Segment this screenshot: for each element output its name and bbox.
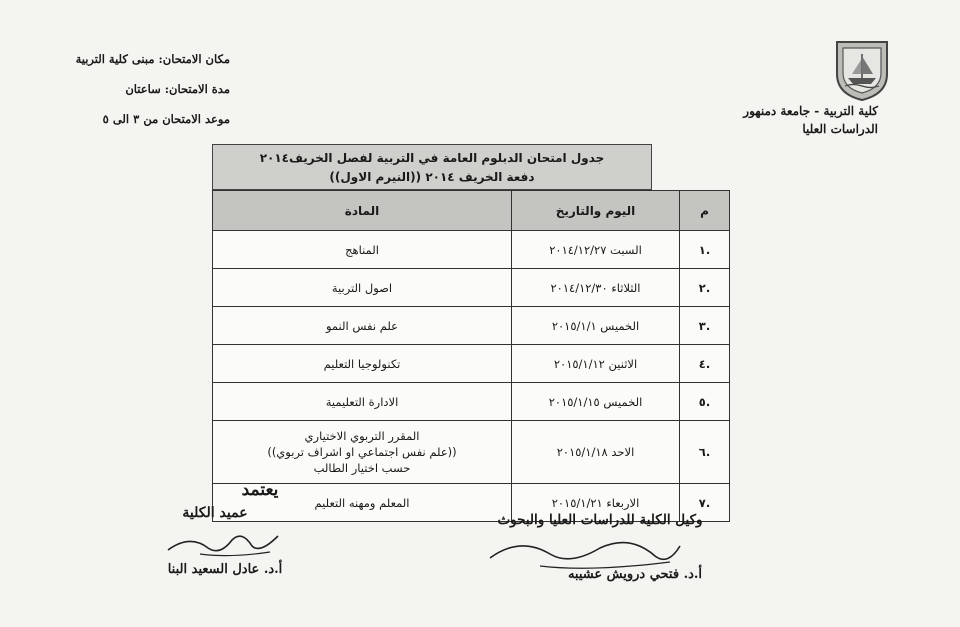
row-number: .٥ — [680, 383, 730, 421]
exam-place: مكان الامتحان: مبنى كلية التربية — [75, 52, 230, 66]
institution-name: كلية التربية - جامعة دمنهور — [743, 104, 878, 118]
dean-signature-icon — [160, 522, 290, 562]
row-number: .٧ — [680, 484, 730, 522]
row-date: الثلاثاء ٢٠١٤/١٢/٣٠ — [512, 269, 680, 307]
university-logo-icon — [833, 38, 891, 102]
vice-dean-name: أ.د. فتحي درويش عشيبه — [567, 567, 703, 582]
table-row — [213, 307, 730, 345]
table-row — [213, 231, 730, 269]
row-date: الخميس ٢٠١٥/١/١٥ — [512, 383, 680, 421]
row-date: الاربعاء ٢٠١٥/١/٢١ — [512, 484, 680, 522]
dean-name: أ.د. عادل السعيد البنا — [167, 562, 283, 577]
table-row — [213, 421, 730, 484]
row-subject: اصول التربية — [213, 269, 512, 307]
subject-line-1: المقرر التربوي الاختياري — [304, 429, 420, 443]
header-number: م — [680, 191, 730, 231]
table-row — [213, 383, 730, 421]
title-line-2: دفعة الخريف ٢٠١٤ ((النيرم الاول)) — [329, 170, 535, 184]
row-number: .٢ — [680, 269, 730, 307]
institution-block — [718, 102, 878, 138]
row-subject: الادارة التعليمية — [213, 383, 512, 421]
row-date: السبت ٢٠١٤/١٢/٢٧ — [512, 231, 680, 269]
vice-dean-title: وكيل الكلية للدراسات العليا والبحوث — [497, 512, 703, 528]
row-subject: علم نفس النمو — [213, 307, 512, 345]
row-subject: المناهج — [213, 231, 512, 269]
row-date: الاحد ٢٠١٥/١/١٨ — [512, 421, 680, 484]
row-date: الخميس ٢٠١٥/١/١ — [512, 307, 680, 345]
row-number: .١ — [680, 231, 730, 269]
subject-line-3: حسب اختيار الطالب — [313, 461, 411, 475]
table-header-row — [213, 191, 730, 231]
schedule-title — [212, 144, 652, 190]
header-subject: المادة — [213, 191, 512, 231]
dean-title: عميد الكلية — [182, 505, 248, 521]
table-row — [213, 345, 730, 383]
title-line-1: جدول امتحان الدبلوم العامة في التربية لفصل الخريف٢٠١٤ — [259, 151, 605, 165]
row-subject — [213, 421, 512, 484]
exam-schedule-table — [212, 190, 730, 522]
row-number: .٣ — [680, 307, 730, 345]
row-subject: المعلم ومهنه التعليم — [213, 484, 512, 522]
approval-label: يعتمد — [241, 480, 279, 500]
header-date: اليوم والتاريخ — [512, 191, 680, 231]
table-row — [213, 269, 730, 307]
subject-line-2: ((علم نفس اجتماعي او اشراف تربوي)) — [267, 445, 457, 459]
row-number: .٤ — [680, 345, 730, 383]
row-date: الاثنين ٢٠١٥/١/١٢ — [512, 345, 680, 383]
row-number: .٦ — [680, 421, 730, 484]
department-name: الدراسات العليا — [802, 122, 878, 136]
exam-time: موعد الامتحان من ٣ الى ٥ — [102, 112, 230, 126]
exam-duration: مدة الامتحان: ساعتان — [125, 82, 230, 96]
row-subject: تكنولوجيا التعليم — [213, 345, 512, 383]
